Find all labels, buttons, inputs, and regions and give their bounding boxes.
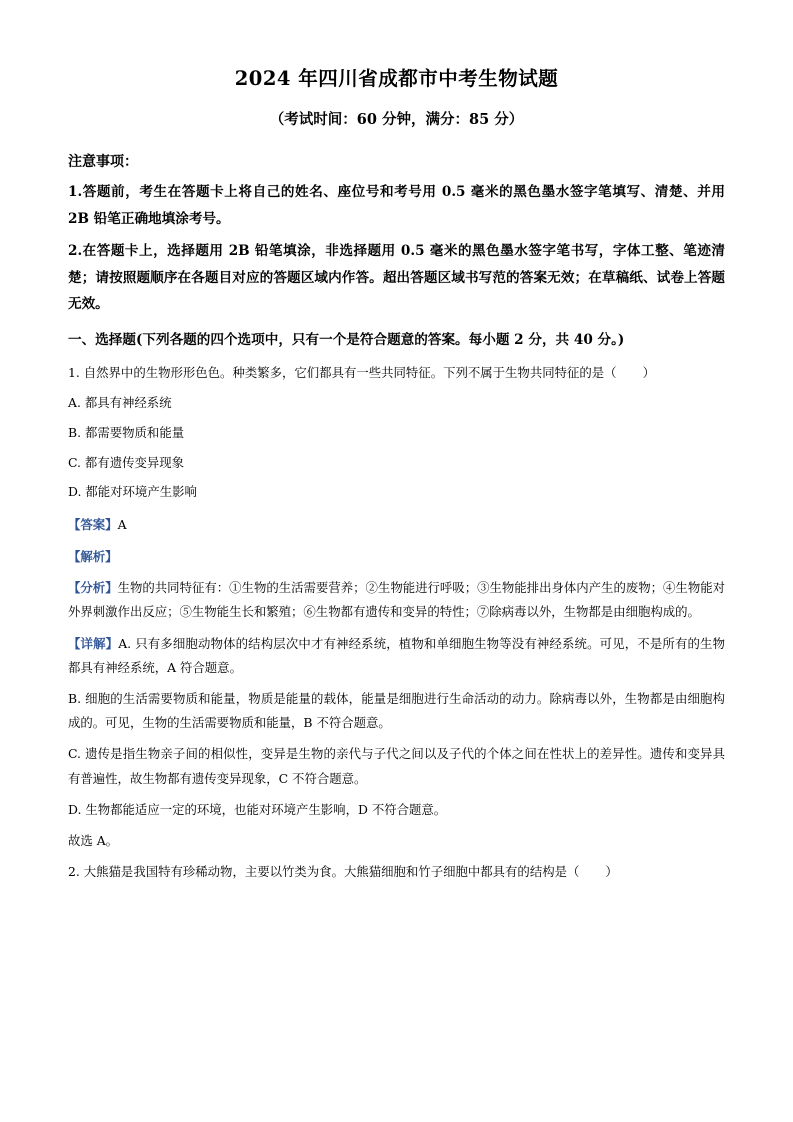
question-1-explain-heading <box>68 546 725 569</box>
question-1-option-a: A. 都具有神经系统 <box>68 394 172 410</box>
analysis-label: 【分析】 <box>68 580 118 596</box>
detail-text-a: A. 只有多细胞动物体的结构层次中才有神经系统，植物和单细胞生物等没有神经系统。可见，不是所有的生物都具有神经系统，A 符合题意。 <box>68 635 726 675</box>
section-heading-choice: 一、选择题(下列各题的四个选项中，只有一个是符合题意的答案。每小题 2 分，共 40 分。) <box>68 331 625 348</box>
question-2-stem-tail: ） <box>605 864 618 880</box>
question-1-stem-text: 1. 自然界中的生物形形色色。种类繁多，它们都具有一些共同特征。下列不属于生物共同特征的是（ <box>68 364 617 380</box>
detail-label: 【详解】 <box>68 635 119 651</box>
question-1-conclusion: 故选 A。 <box>68 832 119 848</box>
answer-value: A <box>117 517 127 533</box>
question-1-detail-d: D. 生物都能适应一定的环境，也能对环境产生影响，D 不符合题意。 <box>68 801 447 817</box>
question-2-stem-text: 2. 大熊猫是我国特有珍稀动物，主要以竹类为食。大熊猫细胞和竹子细胞中都具有的结构是（ <box>68 864 580 880</box>
question-1-option-c: C. 都有遗传变异现象 <box>68 454 185 470</box>
question-1-option-b: B. 都需要物质和能量 <box>68 424 185 440</box>
question-1-option-d: D. 都能对环境产生影响 <box>68 484 197 500</box>
answer-label: 【答案】 <box>68 517 118 533</box>
analysis-text: 生物的共同特征有：①生物的生活需要营养；②生物能进行呼吸；③生物能排出身体内产生的废物；④生物能对外界刺激作出反应；⑤生物能生长和繁殖；⑥生物都有遗传和变异的特性；⑦除病毒以外，生物都是由细胞构成的。 <box>68 580 726 620</box>
question-1-detail-c: C. 遗传是指生物亲子间的相似性，变异是生物的亲代与子代之间以及子代的个体之间在性状上的差异性。遗传和变异具有普遍性，故生物都有遗传变异现象，C 不符合题意。 <box>68 746 725 786</box>
page-title: 2024 年四川省成都市中考生物试题 <box>234 67 559 90</box>
explain-label: 【解析】 <box>68 549 118 565</box>
question-1-detail-b: B. 细胞的生活需要物质和能量，物质是能量的载体，能量是细胞进行生命活动的动力。除病毒以外，生物都是由细胞构成的。可见，生物的生活需要物质和能量，B 不符合题意。 <box>68 691 725 731</box>
question-1-answer <box>68 514 725 537</box>
question-1-analysis <box>68 576 725 624</box>
question-1-detail-a <box>68 632 725 680</box>
question-2-stem <box>68 861 725 884</box>
notice-item-2: 2.在答题卡上，选择题用 2B 铅笔填涂，非选择题用 0.5 毫米的黑色墨水签字笔书写，字体工整、笔迹清楚；请按照题顺序在各题目对应的答题区域内作答。超出答题区域书写范的答案无效；在草稿纸、试卷上答题无效。 <box>68 243 725 313</box>
question-1-stem-tail: ） <box>642 364 655 380</box>
question-1-stem <box>68 362 725 385</box>
notice-item-1: 1.答题前，考生在答题卡上将自己的姓名、座位号和考号用 0.5 毫米的黑色墨水签字笔填写、清楚、并用 2B 铅笔正确地填涂考号。 <box>68 184 725 227</box>
notice-heading: 注意事项： <box>68 154 138 170</box>
exam-info-subtitle: （考试时间：60 分钟，满分：85 分） <box>269 111 524 129</box>
